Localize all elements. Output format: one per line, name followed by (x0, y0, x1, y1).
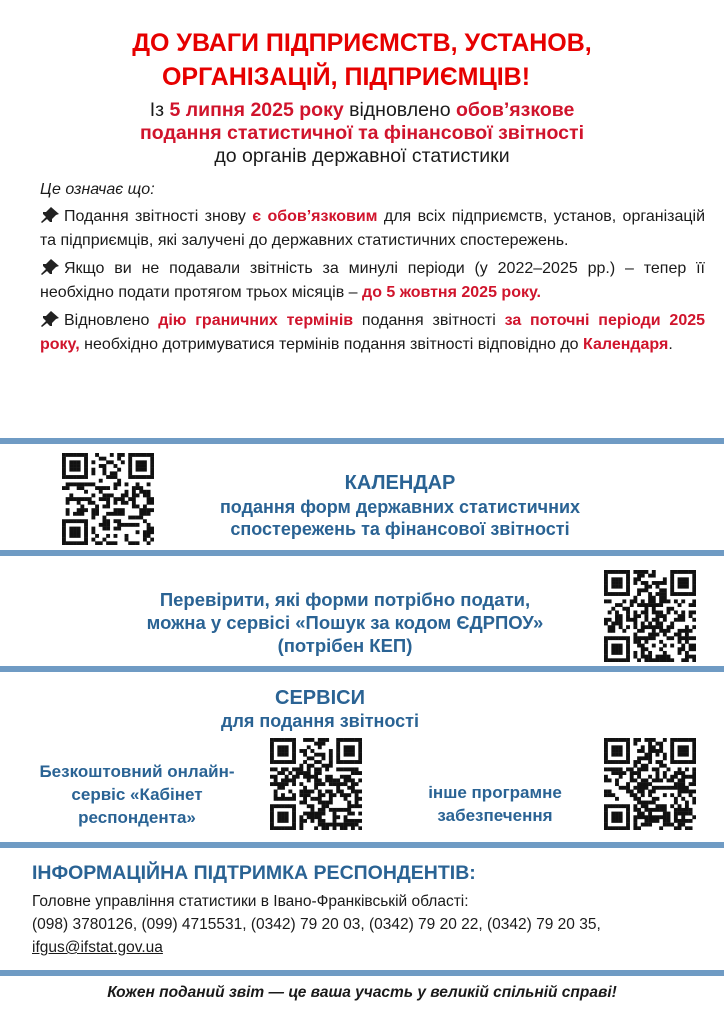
pushpin-icon (40, 310, 60, 328)
footer-slogan: Кожен поданий звіт — це ваша участь у великій спільній справі! (107, 984, 617, 1001)
bullet-text: . (668, 336, 673, 353)
bullet-item (40, 309, 705, 357)
cabinet-line: сервіс «Кабінет (71, 785, 203, 804)
other-line: інше програмне (428, 783, 562, 802)
cabinet-line: респондента» (78, 808, 196, 827)
pushpin-icon (40, 206, 60, 224)
bullet-list (40, 205, 705, 361)
check-section (100, 588, 590, 657)
divider-band (0, 842, 724, 848)
bullet-text: подання звітності (353, 312, 505, 329)
bullet-highlight: до 5 жовтня 2025 року. (362, 284, 541, 301)
services-heading (170, 686, 470, 732)
other-software-label (400, 781, 590, 827)
subtitle-date: 5 липня 2025 року (169, 99, 344, 121)
bullet-item (40, 205, 705, 253)
cabinet-qr-code-icon[interactable] (270, 738, 362, 830)
support-email-link[interactable]: ifgus@ifstat.gov.ua (32, 939, 163, 956)
support-org: Головне управління статистики в Івано-Франківській області: (32, 893, 469, 910)
cabinet-line: Безкоштовний онлайн- (39, 762, 235, 781)
title-line-2: ОРГАНІЗАЦІЙ, ПІДПРИЄМЦІВ! (161, 63, 531, 91)
check-line-1: Перевірити, які форми потрібно подати, (159, 589, 531, 610)
calendar-title: КАЛЕНДАР (344, 472, 456, 494)
bullet-highlight: є обов’язковим (252, 208, 378, 225)
edrpou-search-qr-code-icon[interactable] (604, 570, 696, 662)
bullet-text: Подання звітності знову (64, 208, 253, 225)
bullet-item (40, 257, 705, 305)
check-line-2: можна у сервісі «Пошук за кодом ЄДРПОУ» (146, 612, 544, 633)
bullet-text: Відновлено (64, 312, 159, 329)
subtitle-text: Із (149, 99, 170, 121)
support-title: ІНФОРМАЦІЙНА ПІДТРИМКА РЕСПОНДЕНТІВ: (32, 862, 476, 884)
subtitle-line-3: до органів державної статистики (214, 145, 510, 167)
services-subtitle: для подання звітності (221, 711, 419, 731)
pushpin-icon (40, 258, 60, 276)
divider-band (0, 550, 724, 556)
services-title: СЕРВІСИ (275, 687, 365, 709)
cabinet-service-label (22, 760, 252, 829)
subtitle-line-2: подання статистичної та фінансової звітності (140, 122, 584, 144)
calendar-line-1: подання форм державних статистичних (219, 497, 581, 517)
bullet-highlight: за поточні періоди 2025 року, (40, 312, 706, 353)
check-line-3: (потрібен КЕП) (277, 635, 413, 656)
main-title (0, 26, 724, 94)
subtitle-mandatory: обов’язкове (455, 99, 575, 121)
other-software-qr-code-icon[interactable] (604, 738, 696, 830)
subtitle-text: відновлено (343, 99, 456, 121)
calendar-qr-code-icon[interactable] (62, 453, 154, 545)
means-label: Це означає що: (40, 181, 155, 198)
bullet-highlight: дію граничних термінів (158, 312, 354, 329)
bullet-text: Якщо ви не подавали звітність за минулі періоди (у 2022–2025 рр.) – тепер її необхідно подати протягом трьох місяців – (40, 260, 705, 301)
support-phones: (098) 3780126, (099) 4715531, (0342) 79 20 03, (0342) 79 20 22, (0342) 79 20 35, (32, 916, 601, 933)
calendar-section (170, 470, 630, 540)
subtitle (0, 99, 724, 168)
other-line: забезпечення (437, 806, 553, 825)
bullet-text: необхідно дотримуватися термінів подання звітності відповідно до (79, 336, 583, 353)
calendar-line-2: спостережень та фінансової звітності (230, 519, 570, 539)
divider-band (0, 970, 724, 976)
divider-band (0, 666, 724, 672)
divider-band (0, 438, 724, 444)
calendar-link-text: Календаря (583, 336, 669, 353)
title-line-1: ДО УВАГИ ПІДПРИЄМСТВ, УСТАНОВ, (132, 29, 592, 57)
bullet-text: для всіх підприємств, установ, організацій та підприємців, які залучені до державних статистичних спостережень. (40, 208, 706, 249)
